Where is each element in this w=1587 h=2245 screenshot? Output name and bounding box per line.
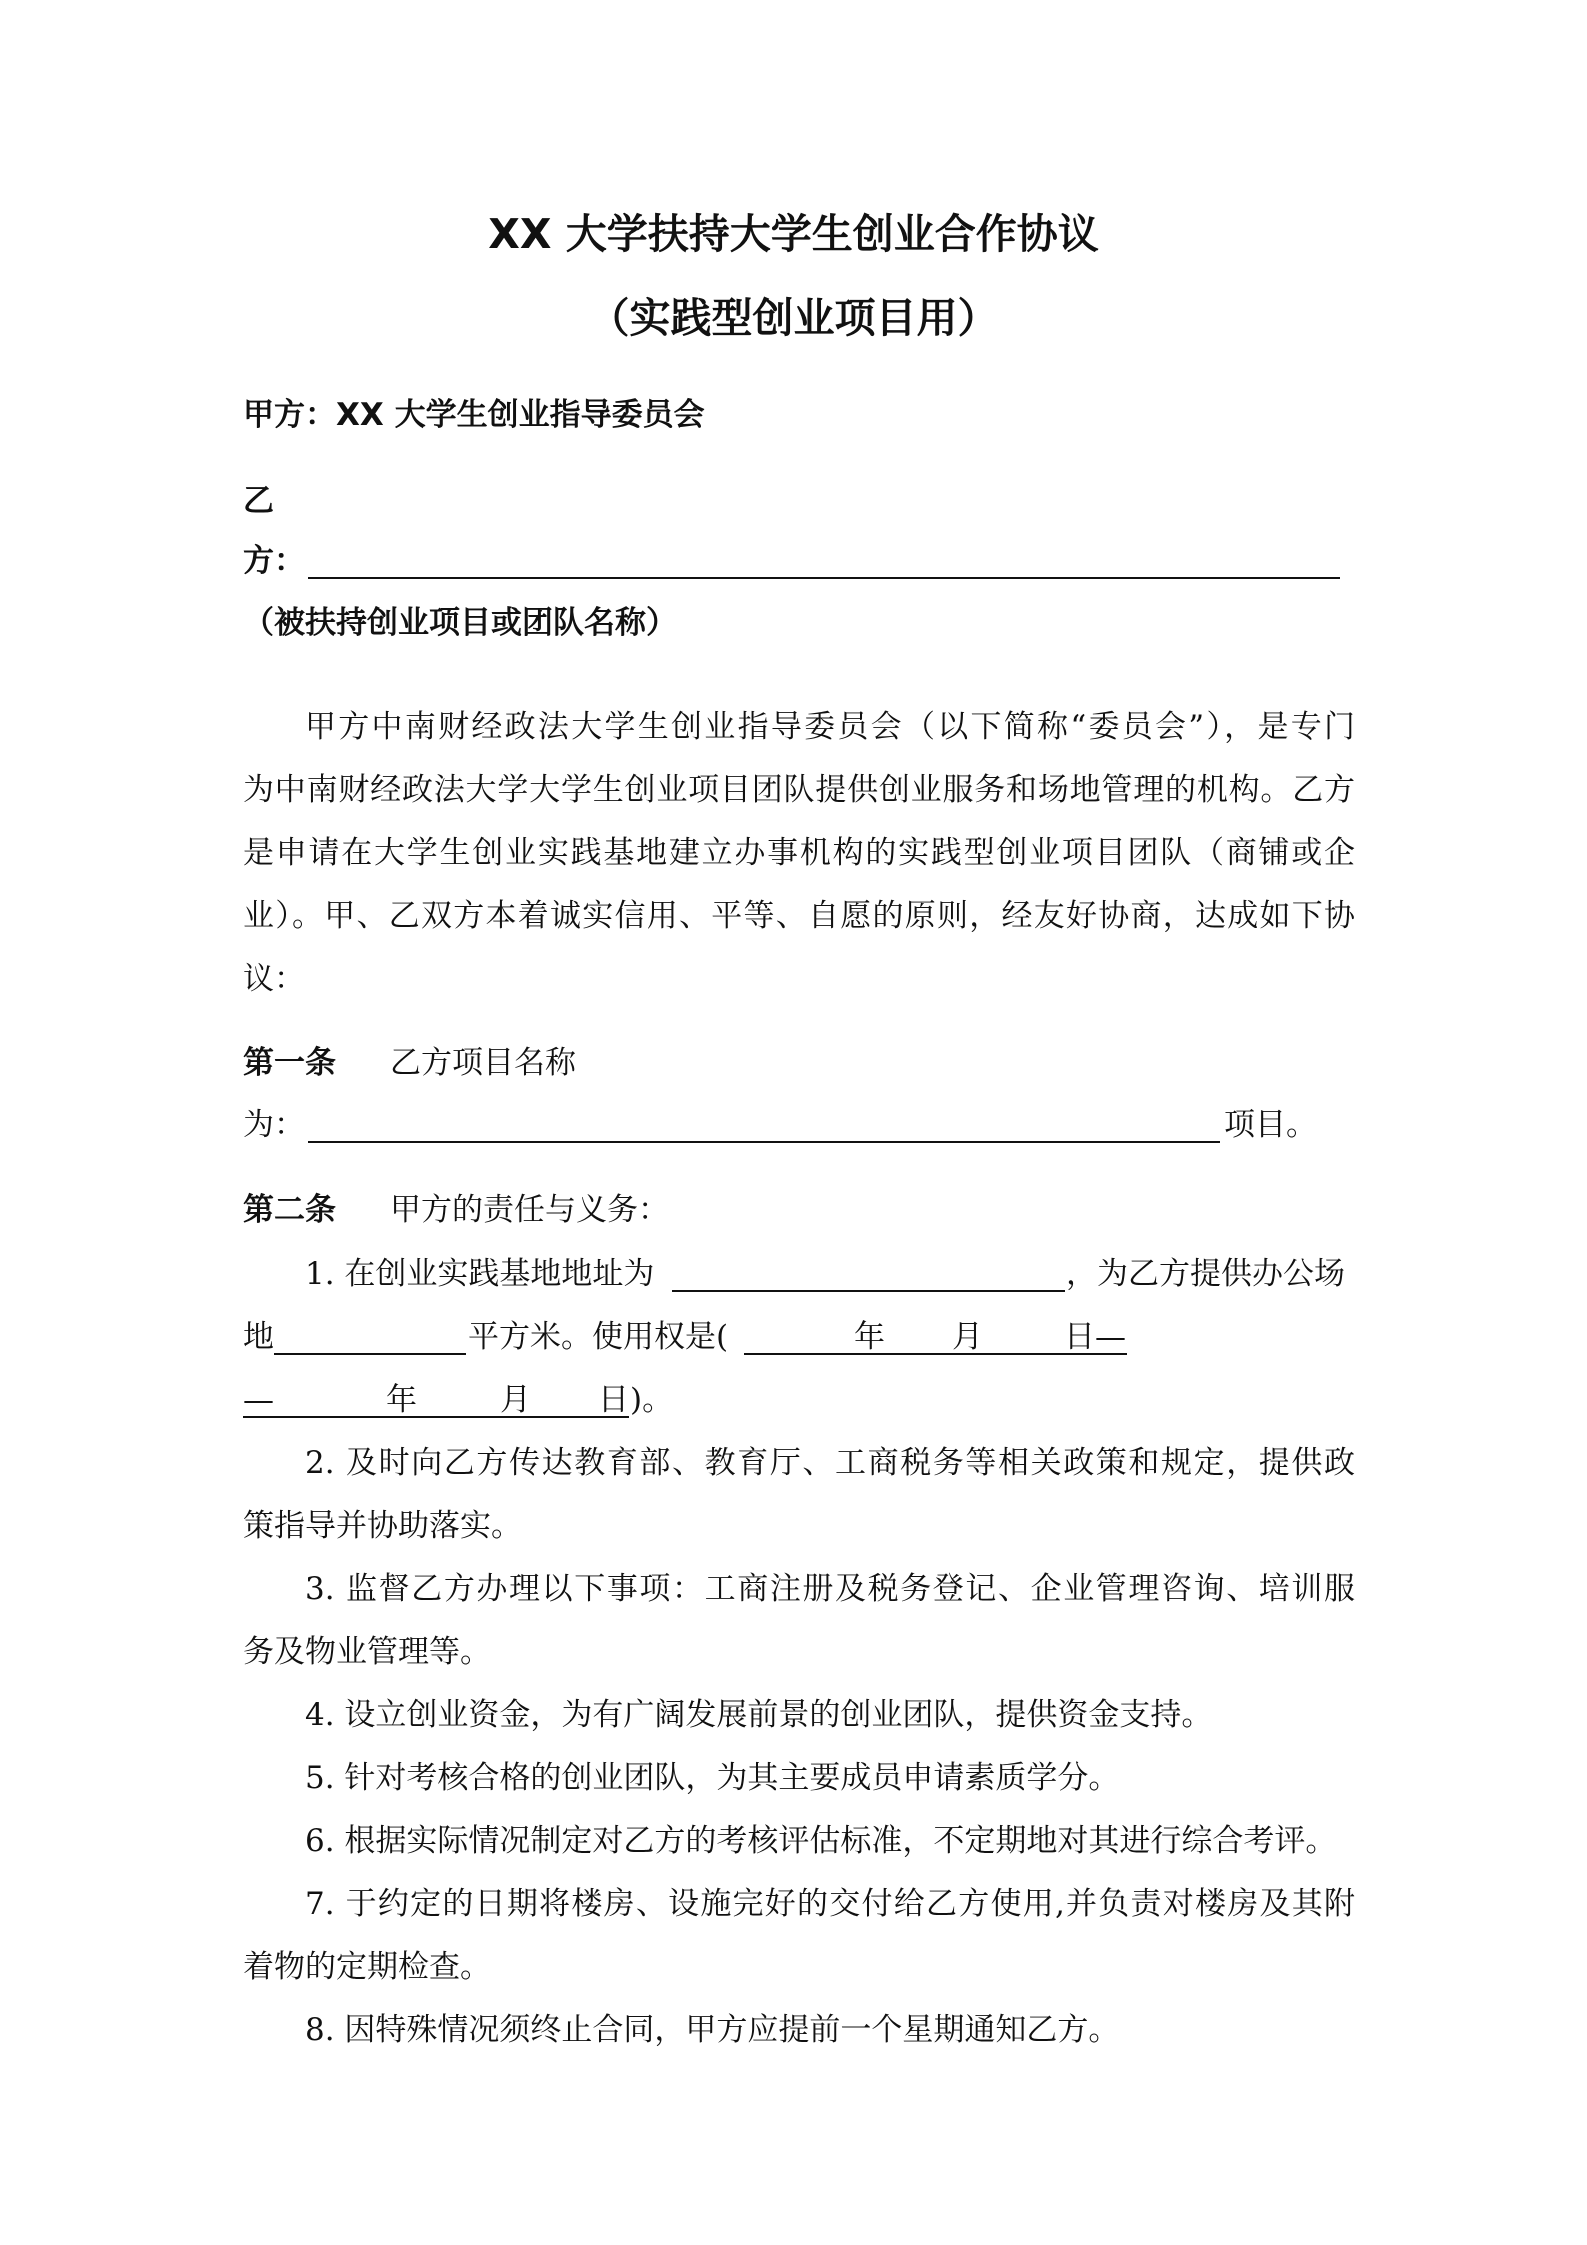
article-2-heading: 第二条 <box>243 1192 336 1228</box>
item-1-text: )。 <box>630 1382 674 1418</box>
intro-line: 议： <box>243 961 305 997</box>
article-1-text: 乙方项目名称 <box>390 1045 576 1081</box>
document-title: XX 大学扶持大学生创业合作协议 <box>488 210 1099 258</box>
party-b-note: （被扶持创业项目或团队名称） <box>243 605 677 641</box>
list-item: 务及物业管理等。 <box>243 1634 491 1670</box>
party-b-label-1: 乙 <box>243 483 274 519</box>
area-blank <box>274 1353 466 1355</box>
month-label: 月 <box>500 1382 531 1418</box>
month-label: 月 <box>952 1319 983 1355</box>
article-1-prefix: 为： <box>243 1107 305 1143</box>
item-1-text: 1. 在创业实践基地地址为 <box>305 1256 655 1292</box>
year-label: 年 <box>854 1319 885 1355</box>
list-item: 3. 监督乙方办理以下事项：工商注册及税务登记、企业管理咨询、培训服 <box>305 1571 1355 1607</box>
article-2-text: 甲方的责任与义务： <box>390 1192 669 1228</box>
list-item: 2. 及时向乙方传达教育部、教育厅、工商税务等相关政策和规定，提供政 <box>305 1445 1355 1481</box>
address-blank <box>672 1290 1065 1292</box>
year-label: 年 <box>386 1382 417 1418</box>
intro-line: 为中南财经政法大学大学生创业项目团队提供创业服务和场地管理的机构。乙方 <box>243 772 1355 808</box>
list-item: 6. 根据实际情况制定对乙方的考核评估标准，不定期地对其进行综合考评。 <box>305 1823 1337 1859</box>
list-item: 7. 于约定的日期将楼房、设施完好的交付给乙方使用,并负责对楼房及其附 <box>305 1886 1355 1922</box>
intro-line: 业）。甲、乙双方本着诚实信用、平等、自愿的原则，经友好协商，达成如下协 <box>243 898 1355 934</box>
intro-line: 是申请在大学生创业实践基地建立办事机构的实践型创业项目团队（商铺或企 <box>243 835 1355 871</box>
list-item: 着物的定期检查。 <box>243 1949 491 1985</box>
list-item: 策指导并协助落实。 <box>243 1508 522 1544</box>
intro-line: 甲方中南财经政法大学生创业指导委员会（以下简称“委员会”），是专门 <box>305 709 1355 745</box>
document-subtitle: （实践型创业项目用） <box>588 294 999 342</box>
list-item: 8. 因特殊情况须终止合同，甲方应提前一个星期通知乙方。 <box>305 2012 1120 2048</box>
party-b-label-2: 方： <box>243 543 305 579</box>
day-label: 日— <box>1064 1319 1126 1355</box>
article-1-suffix: 项目。 <box>1224 1107 1317 1143</box>
project-name-blank <box>308 1141 1220 1143</box>
item-1-text: ，为乙方提供办公场 <box>1066 1256 1345 1292</box>
day-label: 日 <box>598 1382 629 1418</box>
period-end-blank <box>243 1416 629 1418</box>
item-1-text: 地 <box>243 1319 274 1355</box>
party-a: 甲方：XX 大学生创业指导委员会 <box>243 397 705 433</box>
article-1-heading: 第一条 <box>243 1045 336 1081</box>
list-item: 5. 针对考核合格的创业团队，为其主要成员申请素质学分。 <box>305 1760 1120 1796</box>
list-item: 4. 设立创业资金，为有广阔发展前景的创业团队，提供资金支持。 <box>305 1697 1213 1733</box>
item-1-text: 平方米。使用权是( <box>468 1319 729 1355</box>
dash-label: — <box>243 1382 274 1418</box>
party-b-name-blank <box>308 577 1340 579</box>
